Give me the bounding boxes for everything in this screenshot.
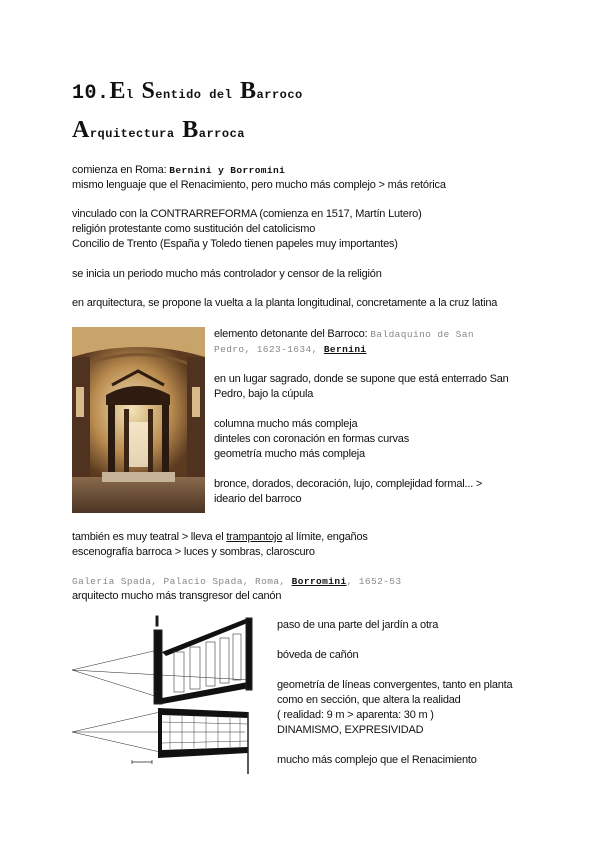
artist-names: Bernini y Borromini xyxy=(169,165,286,176)
para-contrarreforma: vinculado con la CONTRARREFORMA (comienza en 1517, Martín Lutero) religión protestante como sustitución del catolicismo Concilio de Trento (España y Toledo tienen papeles muy importantes) xyxy=(72,208,422,250)
para-roma: comienza en Roma: Bernini y Borromini mismo lenguaje que el Renacimiento, pero mucho más complejo > más retórica xyxy=(72,164,446,191)
section-heading: Arquitectura Barroca xyxy=(72,117,245,143)
chapter-heading: 10.El Sentido del Barroco xyxy=(72,78,303,105)
spada-plan-section-drawing xyxy=(70,612,262,774)
artwork-reference: Baldaquino de San xyxy=(370,329,474,340)
spada-notes: paso de una parte del jardín a otra bóveda de cañón geometría de líneas convergentes, tanto en planta como en sección, que altera la realidad ( realidad: 9 m > aparenta: 30 m ) DINAMISMO, EXPRESIVIDAD mucho más complejo que el Renacimiento xyxy=(277,619,513,766)
baldaquino-photo xyxy=(72,327,205,513)
para-teatral: también es muy teatral > lleva el trampantojo al límite, engaños escenografía barroca > luces y sombras, claroscuro xyxy=(72,531,368,558)
para-planta: en arquitectura, se propone la vuelta a la planta longitudinal, concretamente a la cruz latina xyxy=(72,297,498,309)
chapter-number: 10. xyxy=(72,82,110,105)
term-trampantojo: trampantojo xyxy=(226,531,283,543)
para-periodo: se inicia un periodo mucho más controlador y censor de la religión xyxy=(72,268,382,280)
spada-reference: Galería Spada, Palacio Spada, Roma, Borromini, 1652-53 arquitecto mucho más transgresor del canón xyxy=(72,576,402,602)
artist-link-borromini: Borromini xyxy=(291,576,347,587)
artist-link-bernini: Bernini xyxy=(323,344,367,355)
baldaquino-text: elemento detonante del Barroco: Baldaquino de San Pedro, 1623-1634, Bernini en un lugar sagrado, donde se supone que está enterrado San Pedro, bajo la cúpula columna mucho más compleja dinteles con coronación en formas curvas geometría mucho más compleja bronce, dorados, decoración, lujo, complejidad formal... > ideario del barroco xyxy=(214,328,509,505)
